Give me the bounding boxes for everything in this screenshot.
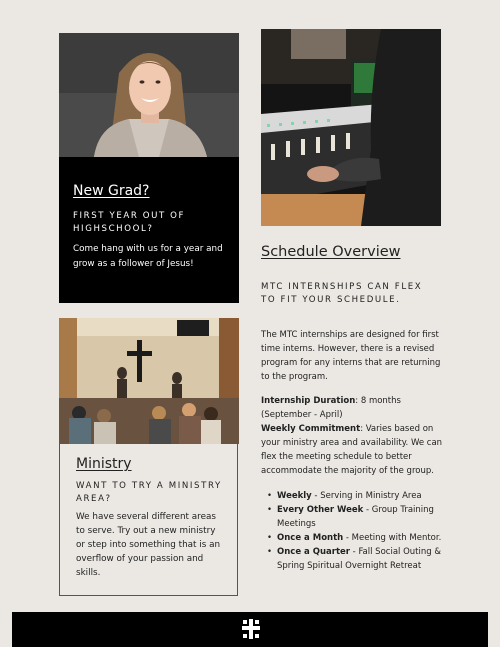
- list-item: [261, 531, 445, 545]
- list-item-label: Every Other Week: [277, 505, 364, 515]
- new-grad-subtitle: FIRST YEAR OUT OF HIGHSCHOOL?: [73, 211, 186, 234]
- schedule-details: [261, 394, 443, 478]
- list-item: [261, 489, 445, 503]
- list-item: [261, 545, 445, 573]
- list-item-label: Once a Month: [277, 533, 344, 543]
- new-grad-card: [59, 157, 239, 303]
- worship-gathering-photo: [59, 318, 239, 444]
- schedule-title: Schedule Overview: [261, 244, 401, 260]
- duration-label: Internship Duration: [261, 396, 356, 406]
- sound-board-photo: [261, 29, 441, 226]
- schedule-intro: The MTC internships are designed for first time interns. However, there is a revised program for any interns that are returning to the program.: [261, 330, 441, 382]
- portrait-photo: [59, 33, 239, 157]
- ministry-card: [59, 444, 238, 596]
- list-item-label: Weekly: [277, 491, 312, 501]
- list-item-text: - Fall Social Outing & Spring Spiritual Overnight Retreat: [277, 547, 441, 571]
- schedule-list: [261, 489, 445, 573]
- list-item: [261, 503, 445, 531]
- list-item-text: - Serving in Ministry Area: [311, 491, 422, 501]
- list-item-label: Once a Quarter: [277, 547, 350, 557]
- schedule-subtitle: MTC INTERNSHIPS CAN FLEX TO FIT YOUR SCHEDULE.: [261, 282, 423, 305]
- ministry-subtitle: WANT TO TRY A MINISTRY AREA?: [76, 481, 222, 504]
- new-grad-title: New Grad?: [73, 183, 150, 199]
- list-item-text: - Meeting with Mentor.: [343, 533, 442, 543]
- cross-logo-icon: [242, 619, 260, 639]
- new-grad-body: Come hang with us for a year and grow as a follower of Jesus!: [73, 244, 223, 269]
- commitment-value: : Varies based on your ministry area and availability. We can flex the meeting schedule to better accommodate the majority of the group.: [261, 424, 443, 476]
- footer-bar: [12, 612, 488, 647]
- portrait-illustration: [59, 33, 239, 157]
- commitment-label: Weekly Commitment: [261, 424, 361, 434]
- ministry-body: We have several different areas to serve. Try out a new ministry or step into something that is an overflow of your passion and skills.: [76, 512, 221, 578]
- worship-illustration: [59, 318, 239, 444]
- sound-board-illustration: [261, 29, 441, 226]
- list-item-text: - Group Training Meetings: [277, 505, 434, 529]
- ministry-title: Ministry: [76, 456, 132, 472]
- duration-value: : 8 months (September - April): [261, 396, 401, 420]
